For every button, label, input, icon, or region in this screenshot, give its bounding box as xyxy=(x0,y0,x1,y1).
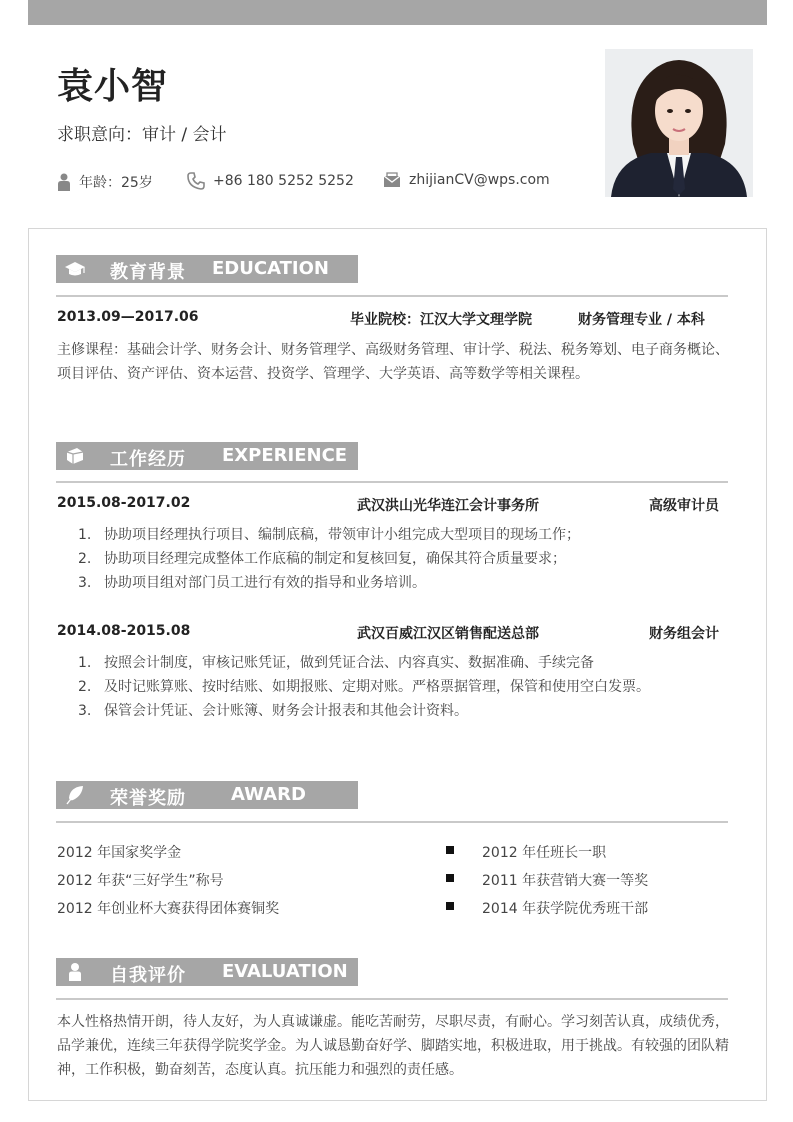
job-period: 2015.08-2017.02 xyxy=(57,495,191,511)
candidate-name: 袁小智 xyxy=(57,66,169,107)
bullet-square-icon xyxy=(446,846,454,854)
award-item: 2011 年获营销大赛一等奖 xyxy=(482,873,649,889)
top-bar xyxy=(28,0,767,25)
evaluation-text: 本人性格热情开朗，待人友好，为人真诚谦虚。能吃苦耐劳，尽职尽责，有耐心。学习刻苦认真，成绩优秀，品学兼优，连续三年获得学院奖学金。为人诚恳勤奋好学、脚踏实地，积极进取，用于挑战。有较强的团队精神，工作积极，勤奋刻苦，态度认真。抗压能力和强烈的责任感。 xyxy=(57,1014,729,1078)
award-item: 2012 年获“三好学生”称号 xyxy=(57,873,224,889)
job-company: 武汉洪山光华连江会计事务所 xyxy=(357,498,539,514)
education-courses: 主修课程：基础会计学、财务会计、财务管理学、高级财务管理、审计学、税法、税务筹划、电子商务概论、项目评估、资产评估、资本运营、投资学、管理学、大学英语、高等数学等相关课程。 xyxy=(57,342,729,382)
award-divider xyxy=(56,821,728,823)
education-title-cn: 教育背景 xyxy=(110,262,186,283)
job-duties-list xyxy=(78,651,718,723)
phone-text: +86 180 5252 5252 xyxy=(213,173,354,189)
evaluation-header xyxy=(56,958,358,986)
list-item: 2. 协助项目经理完成整体工作底稿的制定和复核回复，确保其符合质量要求； xyxy=(78,551,566,567)
user-icon xyxy=(64,962,86,982)
experience-title-cn: 工作经历 xyxy=(110,449,186,470)
award-header xyxy=(56,781,358,809)
graduation-cap-icon xyxy=(64,259,86,279)
award-item: 2014 年获学院优秀班干部 xyxy=(482,901,649,917)
evaluation-title-en: EVALUATION xyxy=(222,961,348,982)
leaf-icon xyxy=(64,785,86,805)
list-item: 3. 保管会计凭证、会计账簿、财务会计报表和其他会计资料。 xyxy=(78,703,468,719)
email-icon xyxy=(383,172,401,188)
person-icon xyxy=(57,173,71,191)
evaluation-title-cn: 自我评价 xyxy=(110,965,186,986)
experience-header xyxy=(56,442,358,470)
job-role: 高级审计员 xyxy=(649,498,719,514)
job-company: 武汉百威江汉区销售配送总部 xyxy=(357,626,539,642)
education-divider xyxy=(56,295,728,297)
age-text: 年龄：25岁 xyxy=(79,175,153,191)
job-intent: 求职意向：审计 / 会计 xyxy=(57,125,227,145)
education-period: 2013.09—2017.06 xyxy=(57,309,199,325)
profile-photo xyxy=(605,49,753,197)
job-duties-list xyxy=(78,523,718,595)
education-major: 财务管理专业 / 本科 xyxy=(578,312,705,328)
education-header xyxy=(56,255,358,283)
list-item: 3. 协助项目组对部门员工进行有效的指导和业务培训。 xyxy=(78,575,426,591)
award-title-en: AWARD xyxy=(231,784,306,805)
phone-icon xyxy=(187,172,205,190)
email-text: zhijianCV@wps.com xyxy=(409,172,550,188)
experience-title-en: EXPERIENCE xyxy=(222,445,348,466)
evaluation-divider xyxy=(56,998,728,1000)
age-item xyxy=(57,172,153,192)
briefcase-icon xyxy=(64,446,86,466)
award-title-cn: 荣誉奖励 xyxy=(110,788,186,809)
phone-item xyxy=(187,172,354,190)
list-item: 1. 协助项目经理执行项目、编制底稿，带领审计小组完成大型项目的现场工作； xyxy=(78,527,580,543)
bullet-square-icon xyxy=(446,874,454,882)
list-item: 2. 及时记账算账、按时结账、如期报账、定期对账。严格票据管理，保管和使用空白发票。 xyxy=(78,679,650,695)
bullet-square-icon xyxy=(446,902,454,910)
award-item: 2012 年任班长一职 xyxy=(482,845,607,861)
experience-divider xyxy=(56,481,728,483)
education-school: 毕业院校：江汉大学文理学院 xyxy=(350,312,532,328)
job-role: 财务组会计 xyxy=(649,626,719,642)
education-title-en: EDUCATION xyxy=(212,258,329,279)
award-item: 2012 年国家奖学金 xyxy=(57,845,182,861)
job-period: 2014.08-2015.08 xyxy=(57,623,191,639)
email-item xyxy=(383,172,550,188)
list-item: 1. 按照会计制度，审核记账凭证，做到凭证合法、内容真实、数据准确、手续完备 xyxy=(78,655,594,671)
award-item: 2012 年创业杯大赛获得团体赛铜奖 xyxy=(57,901,280,917)
